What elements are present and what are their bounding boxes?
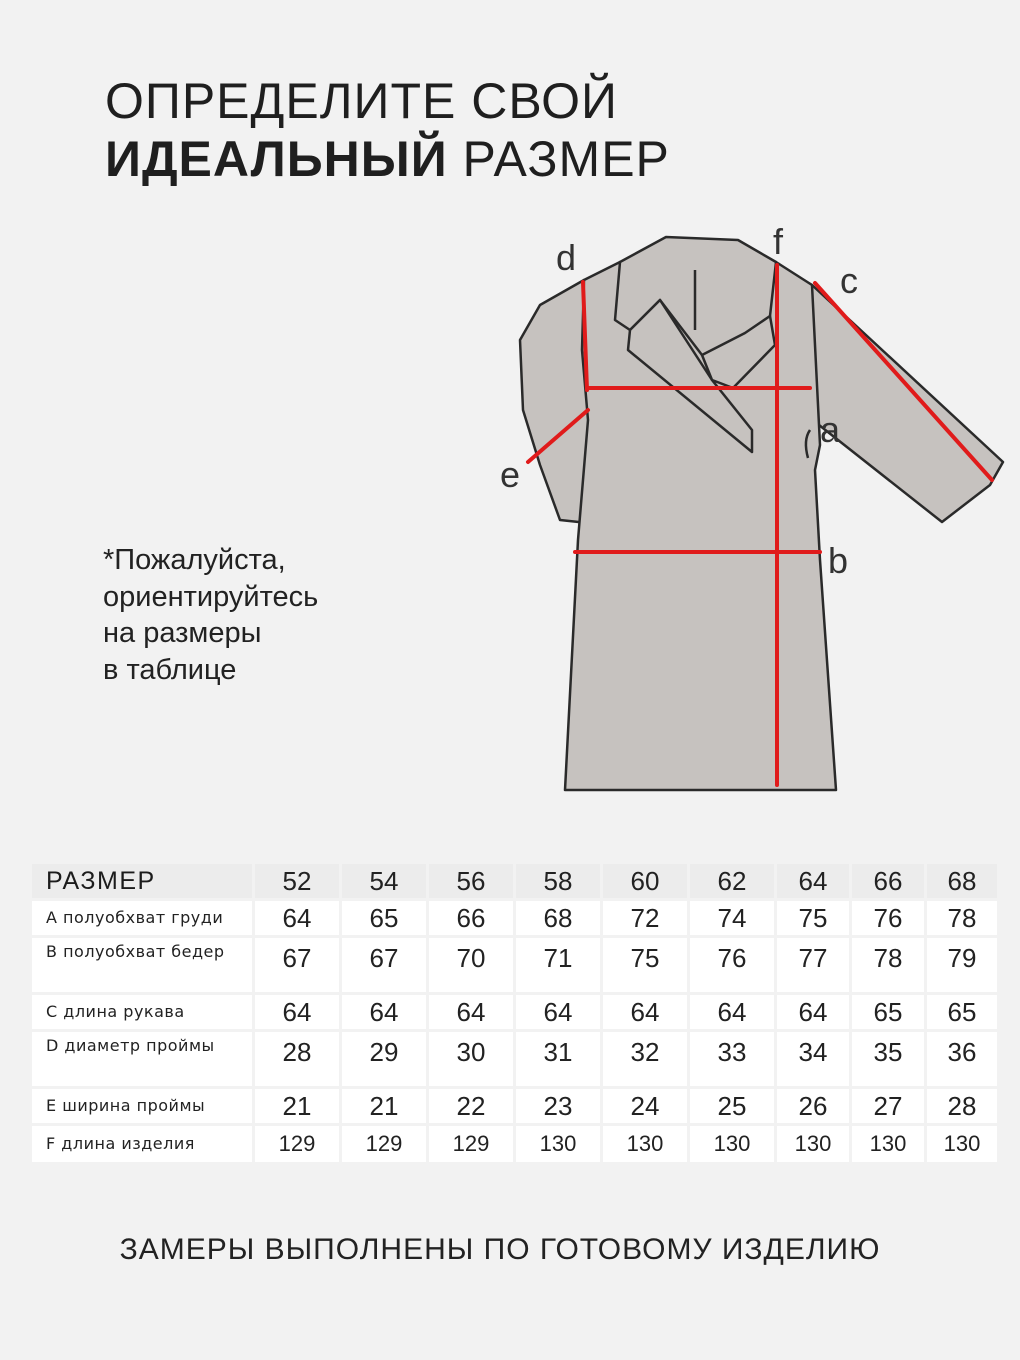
title-line-2 (105, 130, 670, 188)
cell: 74 (690, 901, 774, 935)
table-row (32, 901, 997, 935)
header-size: 64 (777, 864, 849, 898)
cell: 78 (927, 901, 997, 935)
cell: 23 (516, 1089, 600, 1123)
cell: 24 (603, 1089, 687, 1123)
cell: 130 (852, 1126, 924, 1162)
cell: 130 (777, 1126, 849, 1162)
cell: 21 (342, 1089, 426, 1123)
title-rest: РАЗМЕР (447, 131, 670, 187)
cell: 130 (516, 1126, 600, 1162)
cell: 79 (927, 938, 997, 992)
title-line-1: ОПРЕДЕЛИТЕ СВОЙ (105, 73, 618, 129)
note-line: *Пожалуйста, (103, 544, 286, 576)
cell: 66 (429, 901, 513, 935)
cell: 27 (852, 1089, 924, 1123)
label-d: d (556, 237, 577, 278)
cell: 64 (255, 995, 339, 1029)
cell: 64 (690, 995, 774, 1029)
coat-measurement-diagram (490, 215, 1010, 805)
cell: 67 (342, 938, 426, 992)
row-label: C длина рукава (32, 995, 252, 1029)
header-label: РАЗМЕР (32, 864, 252, 898)
cell: 31 (516, 1032, 600, 1086)
cell: 77 (777, 938, 849, 992)
cell: 29 (342, 1032, 426, 1086)
cell: 65 (927, 995, 997, 1029)
cell: 64 (255, 901, 339, 935)
label-e: e (500, 454, 521, 495)
cell: 22 (429, 1089, 513, 1123)
header-size: 54 (342, 864, 426, 898)
row-label: A полуобхват груди (32, 901, 252, 935)
note-line: ориентируйтесь (103, 580, 319, 613)
cell: 129 (342, 1126, 426, 1162)
label-a: a (820, 409, 841, 450)
cell: 130 (690, 1126, 774, 1162)
title-bold-word: ИДЕАЛЬНЫЙ (105, 131, 448, 187)
label-b: b (828, 540, 849, 581)
note-line: в таблице (103, 653, 237, 686)
cell: 72 (603, 901, 687, 935)
table-row (32, 1126, 997, 1162)
cell: 28 (255, 1032, 339, 1086)
size-chart-table (29, 861, 1000, 1165)
cell: 33 (690, 1032, 774, 1086)
header-size: 66 (852, 864, 924, 898)
footer-note: ЗАМЕРЫ ВЫПОЛНЕНЫ ПО ГОТОВОМУ ИЗДЕЛИЮ (119, 1233, 881, 1266)
cell: 36 (927, 1032, 997, 1086)
cell: 26 (777, 1089, 849, 1123)
table-row (32, 938, 997, 992)
header-size: 60 (603, 864, 687, 898)
row-label: B полуобхват бедер (32, 938, 252, 992)
cell: 30 (429, 1032, 513, 1086)
table-row (32, 1032, 997, 1086)
cell: 76 (690, 938, 774, 992)
cell: 78 (852, 938, 924, 992)
header-size: 68 (927, 864, 997, 898)
cell: 71 (516, 938, 600, 992)
label-c: c (840, 260, 858, 301)
cell: 34 (777, 1032, 849, 1086)
cell: 75 (603, 938, 687, 992)
cell: 35 (852, 1032, 924, 1086)
table-header-row (32, 864, 997, 898)
cell: 64 (429, 995, 513, 1029)
cell: 67 (255, 938, 339, 992)
header-size: 58 (516, 864, 600, 898)
coat-illustration (520, 237, 1003, 790)
label-f: f (773, 221, 784, 262)
cell: 32 (603, 1032, 687, 1086)
cell: 64 (603, 995, 687, 1029)
cell: 130 (927, 1126, 997, 1162)
header-size: 52 (255, 864, 339, 898)
cell: 25 (690, 1089, 774, 1123)
cell: 129 (429, 1126, 513, 1162)
size-note (103, 542, 403, 688)
cell: 64 (516, 995, 600, 1029)
table-row (32, 995, 997, 1029)
cell: 129 (255, 1126, 339, 1162)
row-label: F длина изделия (32, 1126, 252, 1162)
cell: 28 (927, 1089, 997, 1123)
cell: 64 (342, 995, 426, 1029)
table-row (32, 1089, 997, 1123)
cell: 65 (852, 995, 924, 1029)
header-size: 56 (429, 864, 513, 898)
cell: 70 (429, 938, 513, 992)
cell: 21 (255, 1089, 339, 1123)
note-line: на размеры (103, 617, 262, 649)
cell: 76 (852, 901, 924, 935)
cell: 68 (516, 901, 600, 935)
row-label: D диаметр проймы (32, 1032, 252, 1086)
page-title (105, 72, 670, 188)
cell: 65 (342, 901, 426, 935)
cell: 130 (603, 1126, 687, 1162)
cell: 75 (777, 901, 849, 935)
cell: 64 (777, 995, 849, 1029)
row-label: E ширина проймы (32, 1089, 252, 1123)
header-size: 62 (690, 864, 774, 898)
